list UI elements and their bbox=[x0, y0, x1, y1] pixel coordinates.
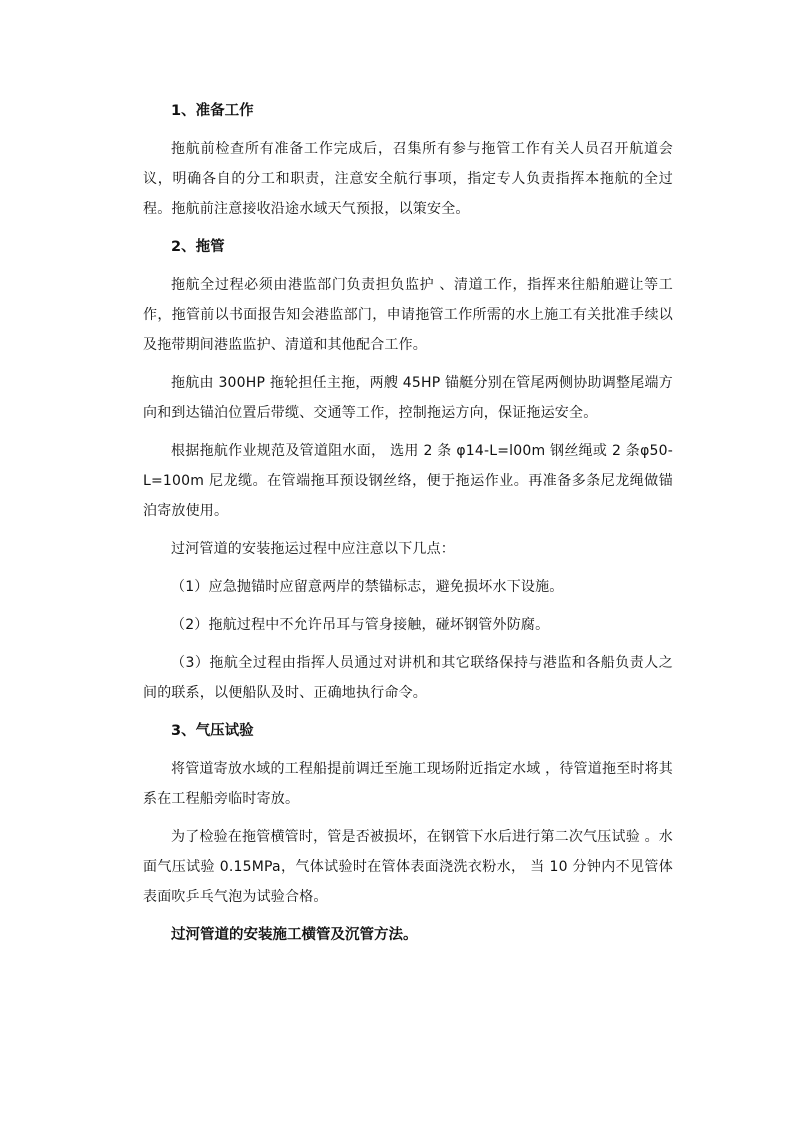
list-item-note-3: （3）拖航全过程由指挥人员通过对讲机和其它联络保持与港监和各船负责人之间的联系，以便船队及时、正确地执行命令。 bbox=[143, 655, 673, 701]
document-body bbox=[143, 96, 673, 958]
paragraph-pressure-test: 为了检验在拖管横管时，管是否被损坏，在钢管下水后进行第二次气压试验 。水面气压试验 0.15MPa，气体试验时在管体表面浇洗衣粉水， 当 10 分钟内不见管体表面吹乒乓气泡为试验合格。 bbox=[143, 829, 673, 905]
paragraph-towing-supervision: 拖航全过程必须由港监部门负责担负监护 、清道工作，指挥来往船舶避让等工作，拖管前以书面报告知会港监部门，申请拖管工作所需的水上施工有关批准手续以及拖带期间港监监护、清道和其他配合工作。 bbox=[143, 277, 673, 353]
paragraph-pressure-storage: 将管道寄放水域的工程船提前调迁至施工现场附近指定水域 ，待管道拖至时将其系在工程船旁临时寄放。 bbox=[143, 761, 673, 807]
section-heading-installation: 过河管道的安装施工横管及沉管方法。 bbox=[171, 927, 418, 943]
list-item-note-2: （2）拖航过程中不允许吊耳与管身接触，碰坏钢管外防腐。 bbox=[171, 617, 550, 633]
section-heading-prep: 1、准备工作 bbox=[171, 103, 254, 119]
paragraph-towing-notes-intro: 过河管道的安装拖运过程中应注意以下几点： bbox=[171, 541, 455, 557]
list-item-note-1: （1）应急抛锚时应留意两岸的禁锚标志，避免损坏水下设施。 bbox=[171, 579, 564, 595]
paragraph-towing-tugboat: 拖航由 300HP 拖轮担任主拖，两艘 45HP 锚艇分别在管尾两侧协助调整尾端方向和到达锚泊位置后带缆、交通等工作，控制拖运方向，保证拖运安全。 bbox=[143, 375, 673, 421]
section-heading-towing: 2、拖管 bbox=[171, 239, 225, 255]
section-heading-pressure-test: 3、气压试验 bbox=[171, 723, 254, 739]
paragraph-towing-rope: 根据拖航作业规范及管道阻水面， 选用 2 条 φ14-L=l00m 钢丝绳或 2 条φ50-L=100m 尼龙缆。在管端拖耳预设钢丝络，便于拖运作业。再准备多条尼龙绳做锚泊寄放使用。 bbox=[143, 443, 673, 519]
paragraph-prep: 拖航前检查所有准备工作完成后，召集所有参与拖管工作有关人员召开航道会议，明确各自的分工和职责，注意安全航行事项，指定专人负责指挥本拖航的全过程。拖航前注意接收沿途水域天气预报，以策安全。 bbox=[143, 141, 673, 217]
